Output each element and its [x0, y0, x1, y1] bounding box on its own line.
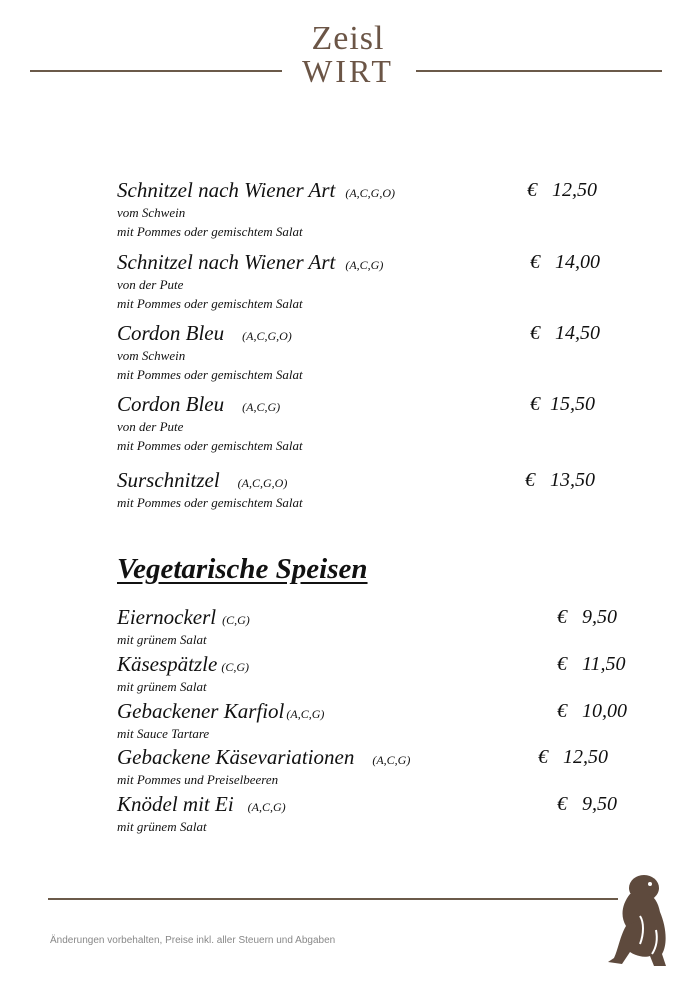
logo-line2: WIRT	[302, 53, 394, 89]
marmot-mascot-icon	[600, 870, 672, 968]
item-name: Knödel mit Ei	[117, 792, 234, 816]
footer-rule	[48, 898, 618, 900]
item-allergens: (A,C,G,O)	[242, 329, 292, 343]
item-allergens: (A,C,G,O)	[345, 186, 395, 200]
item-price: € 10,00	[557, 700, 627, 722]
item-desc: mit Pommes oder gemischtem Salat	[117, 296, 303, 311]
item-desc: mit grünem Salat	[117, 679, 207, 694]
item-allergens: (A,C,G,O)	[237, 476, 288, 490]
item-name: Gebackener Karfiol	[117, 699, 285, 723]
item-price: € 9,50	[557, 606, 617, 628]
header-rule-left	[30, 70, 282, 72]
menu-item	[117, 792, 286, 836]
menu-item	[117, 652, 249, 696]
item-name: Gebackene Käsevariationen	[117, 745, 355, 769]
logo-line1: Zeisl	[311, 20, 385, 57]
item-desc: mit Pommes oder gemischtem Salat	[117, 495, 303, 510]
item-desc: mit Pommes oder gemischtem Salat	[117, 224, 303, 239]
item-price: € 12,50	[538, 746, 608, 768]
item-allergens: (A,C,G)	[286, 707, 325, 721]
menu-item	[117, 321, 303, 384]
section-title: Vegetarische Speisen	[117, 553, 368, 585]
item-desc: mit Sauce Tartare	[117, 726, 210, 741]
menu-item	[117, 605, 250, 649]
menu-item	[117, 468, 303, 512]
item-desc: mit Pommes und Preiselbeeren	[117, 772, 279, 787]
item-desc: von der Pute	[117, 419, 184, 434]
menu-item	[117, 745, 410, 789]
item-name: Cordon Bleu	[117, 321, 225, 345]
item-allergens: (A,C,G)	[345, 258, 384, 272]
item-allergens: (A,C,G)	[372, 753, 411, 767]
item-name: Schnitzel nach Wiener Art	[117, 178, 336, 202]
item-name: Käsespätzle	[117, 652, 218, 676]
item-price: € 12,50	[527, 179, 597, 201]
footer-note: Änderungen vorbehalten, Preise inkl. aller Steuern und Abgaben	[50, 935, 336, 946]
menu-item	[117, 699, 324, 743]
item-price: € 11,50	[557, 653, 626, 675]
menu-item	[117, 250, 383, 313]
item-allergens: (C,G)	[222, 613, 250, 627]
item-price: € 13,50	[525, 469, 595, 491]
item-desc: mit grünem Salat	[117, 632, 207, 647]
menu-item	[117, 178, 395, 241]
item-allergens: (A,C,G)	[242, 400, 281, 414]
item-desc: von der Pute	[117, 277, 184, 292]
item-allergens: (C,G)	[221, 660, 250, 674]
logo	[283, 20, 413, 89]
item-price: € 14,50	[530, 322, 600, 344]
item-price: € 14,00	[530, 251, 600, 273]
header-rule-right	[416, 70, 662, 72]
item-name: Cordon Bleu	[117, 392, 225, 416]
item-price: € 15,50	[530, 393, 595, 415]
item-name: Eiernockerl	[117, 605, 217, 629]
item-desc: mit Pommes oder gemischtem Salat	[117, 367, 303, 382]
item-desc: vom Schwein	[117, 205, 186, 220]
menu-item	[117, 392, 303, 455]
item-name: Schnitzel nach Wiener Art	[117, 250, 336, 274]
item-desc: vom Schwein	[117, 348, 186, 363]
item-desc: mit grünem Salat	[117, 819, 207, 834]
item-name: Surschnitzel	[117, 468, 220, 492]
item-allergens: (A,C,G)	[247, 800, 286, 814]
item-price: € 9,50	[557, 793, 617, 815]
item-desc: mit Pommes oder gemischtem Salat	[117, 438, 303, 453]
